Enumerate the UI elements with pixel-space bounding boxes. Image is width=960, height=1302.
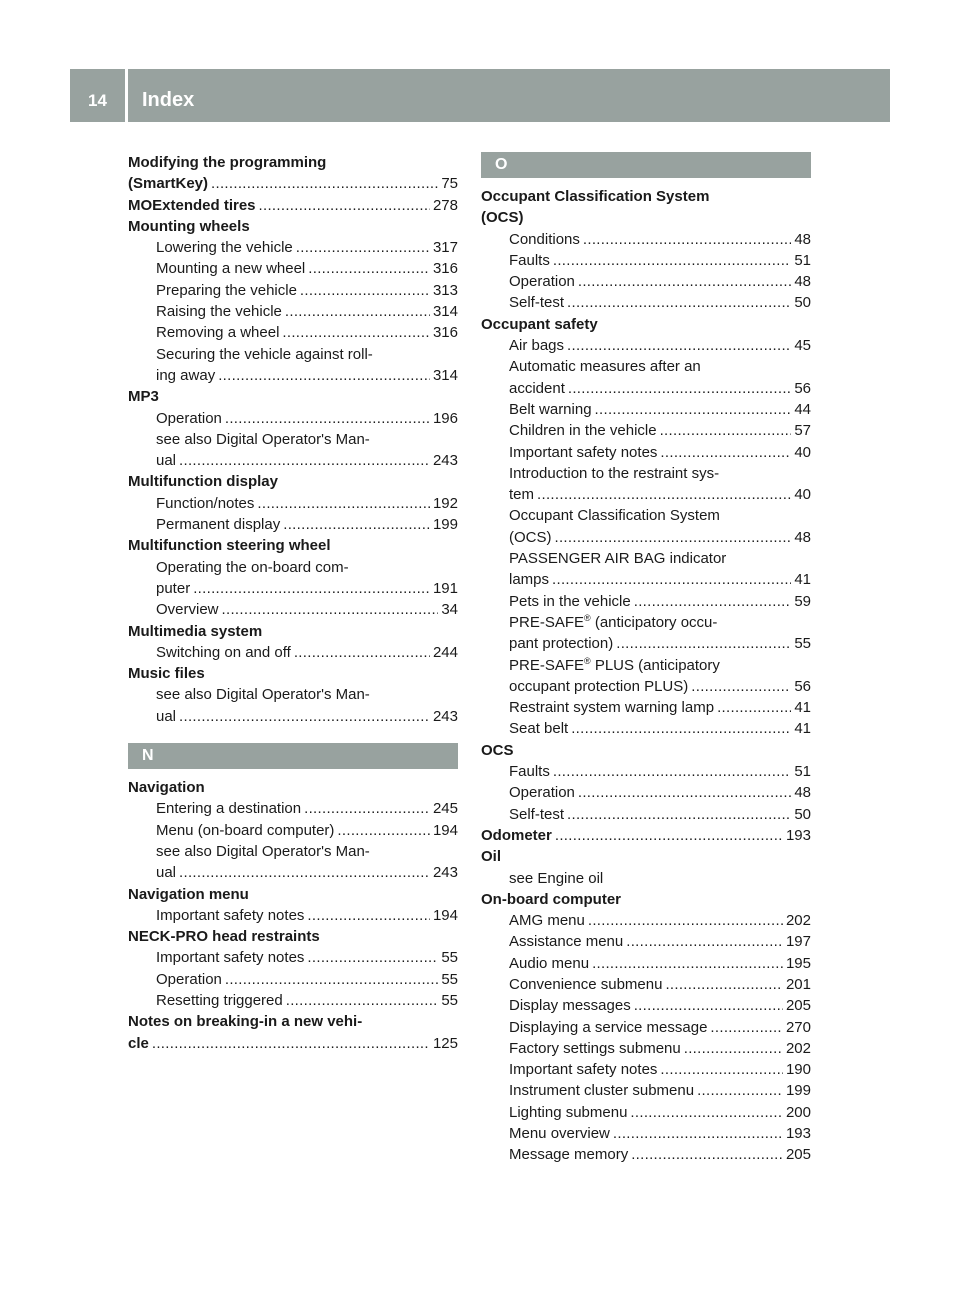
page-reference[interactable]: 55 <box>794 635 811 653</box>
entry-label: lamps <box>509 571 550 589</box>
page-reference[interactable]: 202 <box>785 1039 811 1057</box>
page-reference[interactable]: 192 <box>432 494 458 512</box>
page-reference[interactable]: 316 <box>432 260 458 278</box>
dot-leader <box>553 761 791 782</box>
entry-label: Navigation menu <box>128 885 249 903</box>
page-reference[interactable]: 205 <box>785 1146 811 1164</box>
index-subentry[interactable] <box>128 862 458 883</box>
page-reference[interactable]: 243 <box>432 452 458 470</box>
dot-leader <box>259 195 430 216</box>
index-subentry[interactable] <box>481 804 811 825</box>
page-reference[interactable]: 197 <box>785 933 811 951</box>
entry-label: Important safety notes <box>156 906 305 924</box>
index-subentry[interactable] <box>128 365 458 386</box>
dot-leader <box>225 408 430 429</box>
dot-leader <box>294 642 430 663</box>
index-subentry[interactable] <box>128 237 458 258</box>
registered-mark: ® <box>584 612 591 623</box>
page-reference[interactable]: 41 <box>794 699 811 717</box>
dot-leader <box>660 1059 783 1080</box>
index-entry <box>128 621 458 642</box>
entry-label: Displaying a service message <box>509 1018 708 1036</box>
page-reference[interactable]: 202 <box>785 912 811 930</box>
dot-leader <box>592 953 783 974</box>
index-entry <box>128 535 458 556</box>
index-subentry[interactable] <box>481 1123 811 1144</box>
entry-label: Multifunction steering wheel <box>128 537 331 555</box>
entry-label: Entering a destination <box>156 800 302 818</box>
dot-leader <box>193 578 430 599</box>
index-subentry[interactable] <box>481 250 811 271</box>
page-reference[interactable]: 199 <box>785 1082 811 1100</box>
dot-leader <box>613 1123 783 1144</box>
index-subentry[interactable] <box>481 1080 811 1101</box>
index-subentry[interactable] <box>128 990 458 1011</box>
entry-label: MP3 <box>128 388 159 406</box>
page-reference[interactable]: 48 <box>794 528 811 546</box>
entry-label: puter <box>156 579 191 597</box>
page-reference[interactable]: 59 <box>794 592 811 610</box>
page-reference[interactable]: 317 <box>432 239 458 257</box>
dot-leader <box>660 420 792 441</box>
page-reference[interactable]: 48 <box>794 784 811 802</box>
page-reference[interactable]: 314 <box>432 366 458 384</box>
index-subentry[interactable] <box>128 947 458 968</box>
page-reference[interactable]: 75 <box>441 175 458 193</box>
index-subentry[interactable] <box>481 442 811 463</box>
entry-label: Operation <box>156 970 222 988</box>
index-subentry[interactable] <box>128 578 458 599</box>
page-number: 14 <box>88 91 107 110</box>
entry-label: tem <box>509 486 535 504</box>
entry-label: Multimedia system <box>128 622 263 640</box>
entry-label: Menu (on-board computer) <box>156 821 335 839</box>
entry-label: Music files <box>128 665 205 683</box>
dot-leader <box>179 450 430 471</box>
page-title: Index <box>142 89 195 111</box>
entry-label: PRE-SAFE® (anticipatory occu- <box>509 612 718 631</box>
index-entry <box>481 889 811 910</box>
entry-label: Automatic measures after an <box>509 358 701 376</box>
index-subentry[interactable] <box>128 408 458 429</box>
dot-leader <box>660 442 791 463</box>
page-reference[interactable]: 313 <box>432 281 458 299</box>
dot-leader <box>634 591 792 612</box>
index-subentry[interactable] <box>481 484 811 505</box>
page-reference[interactable]: 193 <box>785 1125 811 1143</box>
index-subentry[interactable] <box>481 527 811 548</box>
index-subentry[interactable] <box>481 910 811 931</box>
entry-label: Faults <box>509 251 550 269</box>
entry-label: Removing a wheel <box>156 324 280 342</box>
page-reference[interactable]: 34 <box>441 601 458 619</box>
index-entry <box>128 471 458 492</box>
index-subentry[interactable] <box>481 697 811 718</box>
page-reference[interactable]: 56 <box>794 677 811 695</box>
index-subentry <box>481 356 811 377</box>
dot-leader <box>567 335 791 356</box>
entry-label: Self-test <box>509 294 565 312</box>
index-entry[interactable] <box>128 173 458 194</box>
index-subentry <box>481 463 811 484</box>
page-reference[interactable]: 41 <box>794 571 811 589</box>
page-reference[interactable]: 278 <box>432 196 458 214</box>
index-entry <box>481 314 811 335</box>
index-entry <box>128 152 458 173</box>
dot-leader <box>567 292 791 313</box>
index-subentry[interactable] <box>128 798 458 819</box>
index-subentry[interactable] <box>128 820 458 841</box>
entry-label: NECK-PRO head restraints <box>128 928 320 946</box>
entry-label: see also Digital Operator's Man- <box>156 842 370 860</box>
entry-label: Pets in the vehicle <box>509 592 631 610</box>
dot-leader <box>304 798 430 819</box>
index-subentry[interactable] <box>128 905 458 926</box>
page-reference[interactable]: 44 <box>794 400 811 418</box>
index-subentry[interactable] <box>481 1144 811 1165</box>
dot-leader <box>710 1017 783 1038</box>
entry-label: Permanent display <box>156 516 281 534</box>
page-reference[interactable]: 51 <box>794 763 811 781</box>
entry-label: see also Digital Operator's Man- <box>156 430 370 448</box>
entry-label: Introduction to the restraint sys- <box>509 464 720 482</box>
page-reference[interactable]: 243 <box>432 864 458 882</box>
entry-label: see also Digital Operator's Man- <box>156 686 370 704</box>
page-reference[interactable]: 190 <box>785 1061 811 1079</box>
dot-leader <box>578 782 791 803</box>
page-reference[interactable]: 55 <box>441 970 458 988</box>
dot-leader <box>222 599 439 620</box>
dot-leader <box>697 1080 783 1101</box>
index-subentry[interactable] <box>481 420 811 441</box>
index-subentry[interactable] <box>481 1102 811 1123</box>
entry-label: ing away <box>156 366 216 384</box>
dot-leader <box>631 1144 783 1165</box>
index-subentry <box>128 684 458 705</box>
entry-label: Menu overview <box>509 1125 610 1143</box>
index-subentry <box>481 868 811 889</box>
index-subentry[interactable] <box>128 642 458 663</box>
page-reference[interactable]: 55 <box>441 991 458 1009</box>
index-subentry[interactable] <box>481 633 811 654</box>
index-subentry[interactable] <box>481 229 811 250</box>
page-reference[interactable]: 48 <box>794 230 811 248</box>
dot-leader <box>691 676 791 697</box>
entry-label: occupant protection PLUS) <box>509 677 689 695</box>
page-reference[interactable]: 45 <box>794 337 811 355</box>
index-entry <box>128 1011 458 1032</box>
entry-label: Conditions <box>509 230 580 248</box>
entry-label: Function/notes <box>156 494 255 512</box>
index-subentry <box>128 557 458 578</box>
index-subentry[interactable] <box>128 301 458 322</box>
dot-leader <box>308 258 430 279</box>
dot-leader <box>307 905 430 926</box>
entry-label: Message memory <box>509 1146 629 1164</box>
entry-label: Navigation <box>128 779 205 797</box>
dot-leader <box>555 825 783 846</box>
dot-leader <box>665 974 783 995</box>
dot-leader <box>616 633 791 654</box>
entry-label: On-board computer <box>481 890 622 908</box>
dot-leader <box>583 229 791 250</box>
index-subentry[interactable] <box>481 953 811 974</box>
index-subentry[interactable] <box>481 974 811 995</box>
page-reference[interactable]: 314 <box>432 303 458 321</box>
index-column-left <box>128 152 458 1054</box>
dot-leader <box>283 514 430 535</box>
index-subentry[interactable] <box>481 399 811 420</box>
page-reference[interactable]: 316 <box>432 324 458 342</box>
entry-label: OCS <box>481 741 514 759</box>
entry-label: Raising the vehicle <box>156 303 282 321</box>
index-entry[interactable] <box>128 1033 458 1054</box>
index-subentry <box>481 612 811 633</box>
entry-label: (SmartKey) <box>128 175 209 193</box>
entry-label: Assistance menu <box>509 933 624 951</box>
dot-leader <box>595 399 792 420</box>
index-entry <box>481 186 811 207</box>
dot-leader <box>568 378 791 399</box>
dot-leader <box>630 1102 783 1123</box>
entry-label: PASSENGER AIR BAG indicator <box>509 550 727 568</box>
entry-label: Factory settings submenu <box>509 1039 681 1057</box>
entry-label: (OCS) <box>509 528 552 546</box>
entry-label: Seat belt <box>509 720 569 738</box>
entry-label: Occupant Classification System <box>509 507 720 525</box>
entry-label: Modifying the programming <box>128 154 327 171</box>
index-entry[interactable] <box>128 195 458 216</box>
entry-label: accident <box>509 379 565 397</box>
entry-label: Overview <box>156 601 219 619</box>
dot-leader <box>717 697 791 718</box>
dot-leader <box>179 862 430 883</box>
index-subentry[interactable] <box>481 271 811 292</box>
entry-label: Multifunction display <box>128 473 278 491</box>
entry-label: Occupant Classification System <box>481 188 710 205</box>
entry-label: PRE-SAFE® PLUS (anticipatory <box>509 655 720 674</box>
page-reference[interactable]: 195 <box>785 954 811 972</box>
index-subentry <box>481 548 811 569</box>
entry-label: Important safety notes <box>509 1061 658 1079</box>
entry-label: ual <box>156 452 177 470</box>
entry-label: Important safety notes <box>509 443 658 461</box>
page-reference[interactable]: 56 <box>794 379 811 397</box>
index-subentry[interactable] <box>128 969 458 990</box>
entry-label: cle <box>128 1034 149 1052</box>
index-subentry[interactable] <box>481 1017 811 1038</box>
dot-leader <box>296 237 430 258</box>
dot-leader <box>307 947 438 968</box>
entry-label: Instrument cluster submenu <box>509 1082 695 1100</box>
index-subentry[interactable] <box>481 569 811 590</box>
index-subentry[interactable] <box>481 761 811 782</box>
page-reference[interactable]: 245 <box>432 800 458 818</box>
entry-label: Convenience submenu <box>509 975 663 993</box>
entry-label: Operation <box>156 409 222 427</box>
index-entry <box>128 386 458 407</box>
entry-label: Lowering the vehicle <box>156 239 293 257</box>
index-subentry[interactable] <box>128 599 458 620</box>
entry-label: Self-test <box>509 805 565 823</box>
entry-label: Children in the vehicle <box>509 422 657 440</box>
index-subentry[interactable] <box>481 995 811 1016</box>
page-reference[interactable]: 193 <box>785 826 811 844</box>
page-reference[interactable]: 243 <box>432 707 458 725</box>
index-subentry[interactable] <box>481 718 811 739</box>
entry-label: Mounting a new wheel <box>156 260 306 278</box>
page-reference[interactable]: 194 <box>432 821 458 839</box>
index-subentry[interactable] <box>481 676 811 697</box>
entry-label: ual <box>156 707 177 725</box>
dot-leader <box>634 995 783 1016</box>
page-reference[interactable]: 50 <box>794 294 811 312</box>
page-reference[interactable]: 205 <box>785 997 811 1015</box>
page-reference[interactable]: 194 <box>432 906 458 924</box>
index-subentry[interactable] <box>128 493 458 514</box>
page-header <box>70 69 890 122</box>
entry-label: AMG menu <box>509 912 585 930</box>
page-reference[interactable]: 50 <box>794 805 811 823</box>
entry-label: Occupant safety <box>481 315 598 333</box>
dot-leader <box>571 718 791 739</box>
section-letter-heading: N <box>128 743 458 769</box>
index-subentry[interactable] <box>128 706 458 727</box>
entry-label: pant protection) <box>509 635 614 653</box>
entry-label: MOExtended tires <box>128 196 256 214</box>
entry-label: Securing the vehicle against roll- <box>156 345 373 363</box>
dot-leader <box>179 706 430 727</box>
index-subentry[interactable] <box>128 280 458 301</box>
page-reference[interactable]: 41 <box>794 720 811 738</box>
dot-leader <box>152 1033 430 1054</box>
dot-leader <box>282 322 430 343</box>
dot-leader <box>588 910 783 931</box>
page-reference[interactable]: 55 <box>441 949 458 967</box>
page-reference[interactable]: 51 <box>794 251 811 269</box>
dot-leader <box>555 527 792 548</box>
index-column-right <box>481 152 811 1166</box>
index-entry <box>128 926 458 947</box>
page-reference[interactable]: 191 <box>432 579 458 597</box>
index-subentry[interactable] <box>481 335 811 356</box>
dot-leader <box>300 280 430 301</box>
page-reference[interactable]: 57 <box>794 422 811 440</box>
page-reference[interactable]: 196 <box>432 409 458 427</box>
index-subentry[interactable] <box>128 450 458 471</box>
entry-label: Mounting wheels <box>128 217 250 235</box>
entry-label: Display messages <box>509 997 631 1015</box>
entry-label: Operation <box>509 273 575 291</box>
dot-leader <box>257 493 430 514</box>
entry-label: Restraint system warning lamp <box>509 699 715 717</box>
entry-label: Odometer <box>481 826 552 844</box>
entry-label: Important safety notes <box>156 949 305 967</box>
entry-label: see Engine oil <box>509 869 604 887</box>
index-subentry[interactable] <box>481 782 811 803</box>
entry-label: Faults <box>509 763 550 781</box>
entry-label: Notes on breaking-in a new vehi- <box>128 1013 363 1031</box>
index-subentry <box>481 655 811 676</box>
page-reference[interactable]: 244 <box>432 643 458 661</box>
index-entry <box>481 207 811 228</box>
dot-leader <box>684 1038 783 1059</box>
index-subentry[interactable] <box>128 514 458 535</box>
index-subentry[interactable] <box>481 1038 811 1059</box>
dot-leader <box>552 569 791 590</box>
header-divider <box>125 69 128 122</box>
dot-leader <box>578 271 791 292</box>
entry-label: Resetting triggered <box>156 991 283 1009</box>
page-reference[interactable]: 201 <box>785 975 811 993</box>
dot-leader <box>337 820 430 841</box>
registered-mark: ® <box>584 655 591 666</box>
entry-label: Oil <box>481 848 502 866</box>
index-entry <box>128 884 458 905</box>
entry-label: Audio menu <box>509 954 590 972</box>
dot-leader <box>286 990 439 1011</box>
index-subentry <box>128 429 458 450</box>
index-entry <box>128 216 458 237</box>
entry-label: Belt warning <box>509 400 592 418</box>
index-subentry[interactable] <box>481 591 811 612</box>
page-reference[interactable]: 125 <box>432 1034 458 1052</box>
index-subentry[interactable] <box>481 1059 811 1080</box>
index-entry <box>128 663 458 684</box>
entry-label: ual <box>156 864 177 882</box>
dot-leader <box>285 301 430 322</box>
dot-leader <box>626 931 783 952</box>
index-subentry[interactable] <box>481 378 811 399</box>
index-subentry <box>128 344 458 365</box>
entry-label: Air bags <box>509 337 565 355</box>
dot-leader <box>567 804 791 825</box>
index-entry[interactable] <box>481 825 811 846</box>
dot-leader <box>218 365 430 386</box>
index-entry <box>128 777 458 798</box>
entry-label: Preparing the vehicle <box>156 281 297 299</box>
entry-label: Lighting submenu <box>509 1103 628 1121</box>
entry-label: Operating the on-board com- <box>156 558 349 576</box>
entry-label: Switching on and off <box>156 643 291 661</box>
page-reference[interactable]: 48 <box>794 273 811 291</box>
page-reference[interactable]: 200 <box>785 1103 811 1121</box>
entry-label: (OCS) <box>481 209 524 227</box>
section-letter-heading: O <box>481 152 811 178</box>
index-entry <box>481 846 811 867</box>
page-reference[interactable]: 40 <box>794 486 811 504</box>
page-reference[interactable]: 199 <box>432 516 458 534</box>
page-reference[interactable]: 270 <box>785 1018 811 1036</box>
page-reference[interactable]: 40 <box>794 443 811 461</box>
index-subentry[interactable] <box>128 258 458 279</box>
dot-leader <box>211 173 438 194</box>
dot-leader <box>225 969 438 990</box>
entry-label: Operation <box>509 784 575 802</box>
index-subentry <box>128 841 458 862</box>
dot-leader <box>553 250 791 271</box>
index-subentry[interactable] <box>128 322 458 343</box>
index-subentry[interactable] <box>481 931 811 952</box>
index-subentry[interactable] <box>481 292 811 313</box>
dot-leader <box>537 484 791 505</box>
index-entry <box>481 740 811 761</box>
index-subentry <box>481 505 811 526</box>
